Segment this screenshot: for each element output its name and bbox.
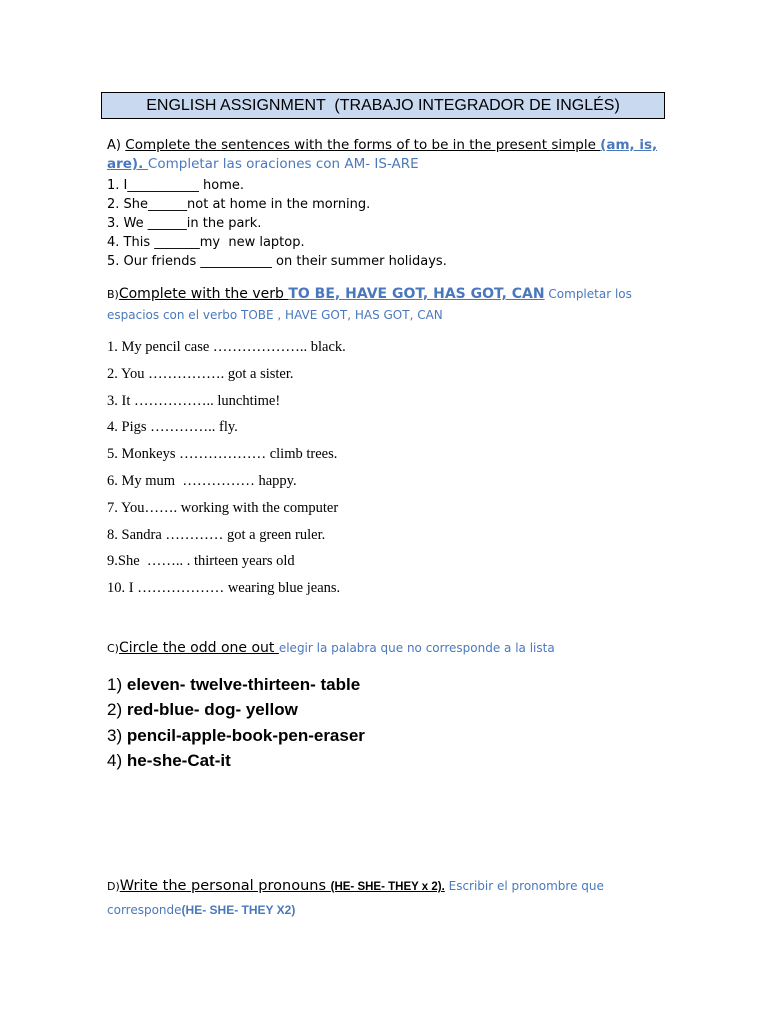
section-b-instruction: Complete with the verb — [118, 286, 289, 302]
section-d-pronouns: (HE- SHE- THEY x 2). — [330, 881, 445, 893]
section-b-letter: B) — [107, 288, 119, 301]
section-a-list — [107, 176, 667, 271]
list-item — [107, 698, 667, 723]
section-c-list — [107, 673, 667, 774]
section-c-letter: C) — [107, 642, 119, 655]
list-item: 4. This _______my new laptop. — [107, 235, 305, 250]
list-item — [107, 673, 667, 698]
section-b-verbs: TO BE, HAVE GOT, HAS GOT, CAN — [288, 286, 545, 302]
list-item: 2. She______not at home in the morning. — [107, 197, 371, 212]
section-c-note: elegir la palabra que no corresponde a la lista — [278, 641, 555, 655]
section-d-letter: D) — [107, 880, 120, 893]
page-title: ENGLISH ASSIGNMENT (TRABAJO INTEGRADOR DE INGLÉS) — [101, 92, 665, 119]
section-a-instruction: Complete the sentences with the forms of to be in the present simple — [125, 137, 601, 153]
list-item: 3. It …………….. lunchtime! — [107, 392, 281, 409]
list-item: 5. Our friends ___________ on their summer holidays. — [107, 254, 447, 269]
list-item: 4. Pigs ………….. fly. — [107, 419, 238, 436]
item-number: 1) — [107, 675, 123, 694]
list-item: 1. My pencil case ……………….. black. — [107, 339, 346, 355]
list-item — [107, 724, 667, 749]
list-item: 6. My mum …………… happy. — [107, 472, 297, 489]
item-number: 2) — [107, 700, 123, 720]
section-a-heading — [107, 136, 667, 174]
list-item: 1. I___________ home. — [107, 178, 244, 193]
item-words: red-blue- dog- yellow — [126, 700, 298, 720]
list-item: 7. You……. working with the computer — [107, 499, 339, 516]
section-c-instruction: Circle the odd one out — [118, 640, 279, 656]
section-b-list — [107, 338, 667, 606]
section-a-note: Completar las oraciones con AM- IS-ARE — [147, 156, 419, 172]
item-number: 3) — [107, 725, 123, 745]
section-d-note: Escribir el pronombre que corresponde — [107, 879, 604, 917]
item-number: 4) — [107, 750, 123, 770]
section-c-heading — [107, 637, 667, 659]
list-item: 5. Monkeys ……………… climb trees. — [107, 446, 338, 463]
section-a-letter: A) — [107, 138, 121, 153]
list-item: 2. You ……………. got a sister. — [107, 365, 294, 382]
item-words: pencil-apple-book-pen-eraser — [126, 725, 365, 745]
item-words: he-she-Cat-it — [126, 750, 231, 770]
item-words: eleven- twelve-thirteen- table — [126, 675, 361, 694]
section-b-note: Completar los espacios con el verbo TOBE , HAVE GOT, HAS GOT, CAN — [107, 287, 632, 322]
list-item: 9.She …….. . thirteen years old — [107, 553, 295, 570]
section-b-heading — [107, 283, 667, 325]
list-item: 8. Sandra ………… got a green ruler. — [107, 526, 326, 543]
list-item: 10. I ……………… wearing blue jeans. — [107, 580, 341, 597]
list-item — [107, 749, 667, 774]
list-item: 3. We ______in the park. — [107, 216, 262, 231]
section-d-heading — [107, 874, 667, 921]
section-a-forms: (am, is, are). — [107, 137, 658, 172]
section-d-pronouns-note: (HE- SHE- THEY X2) — [181, 903, 296, 917]
section-d-instruction: Write the personal pronouns — [119, 878, 331, 894]
